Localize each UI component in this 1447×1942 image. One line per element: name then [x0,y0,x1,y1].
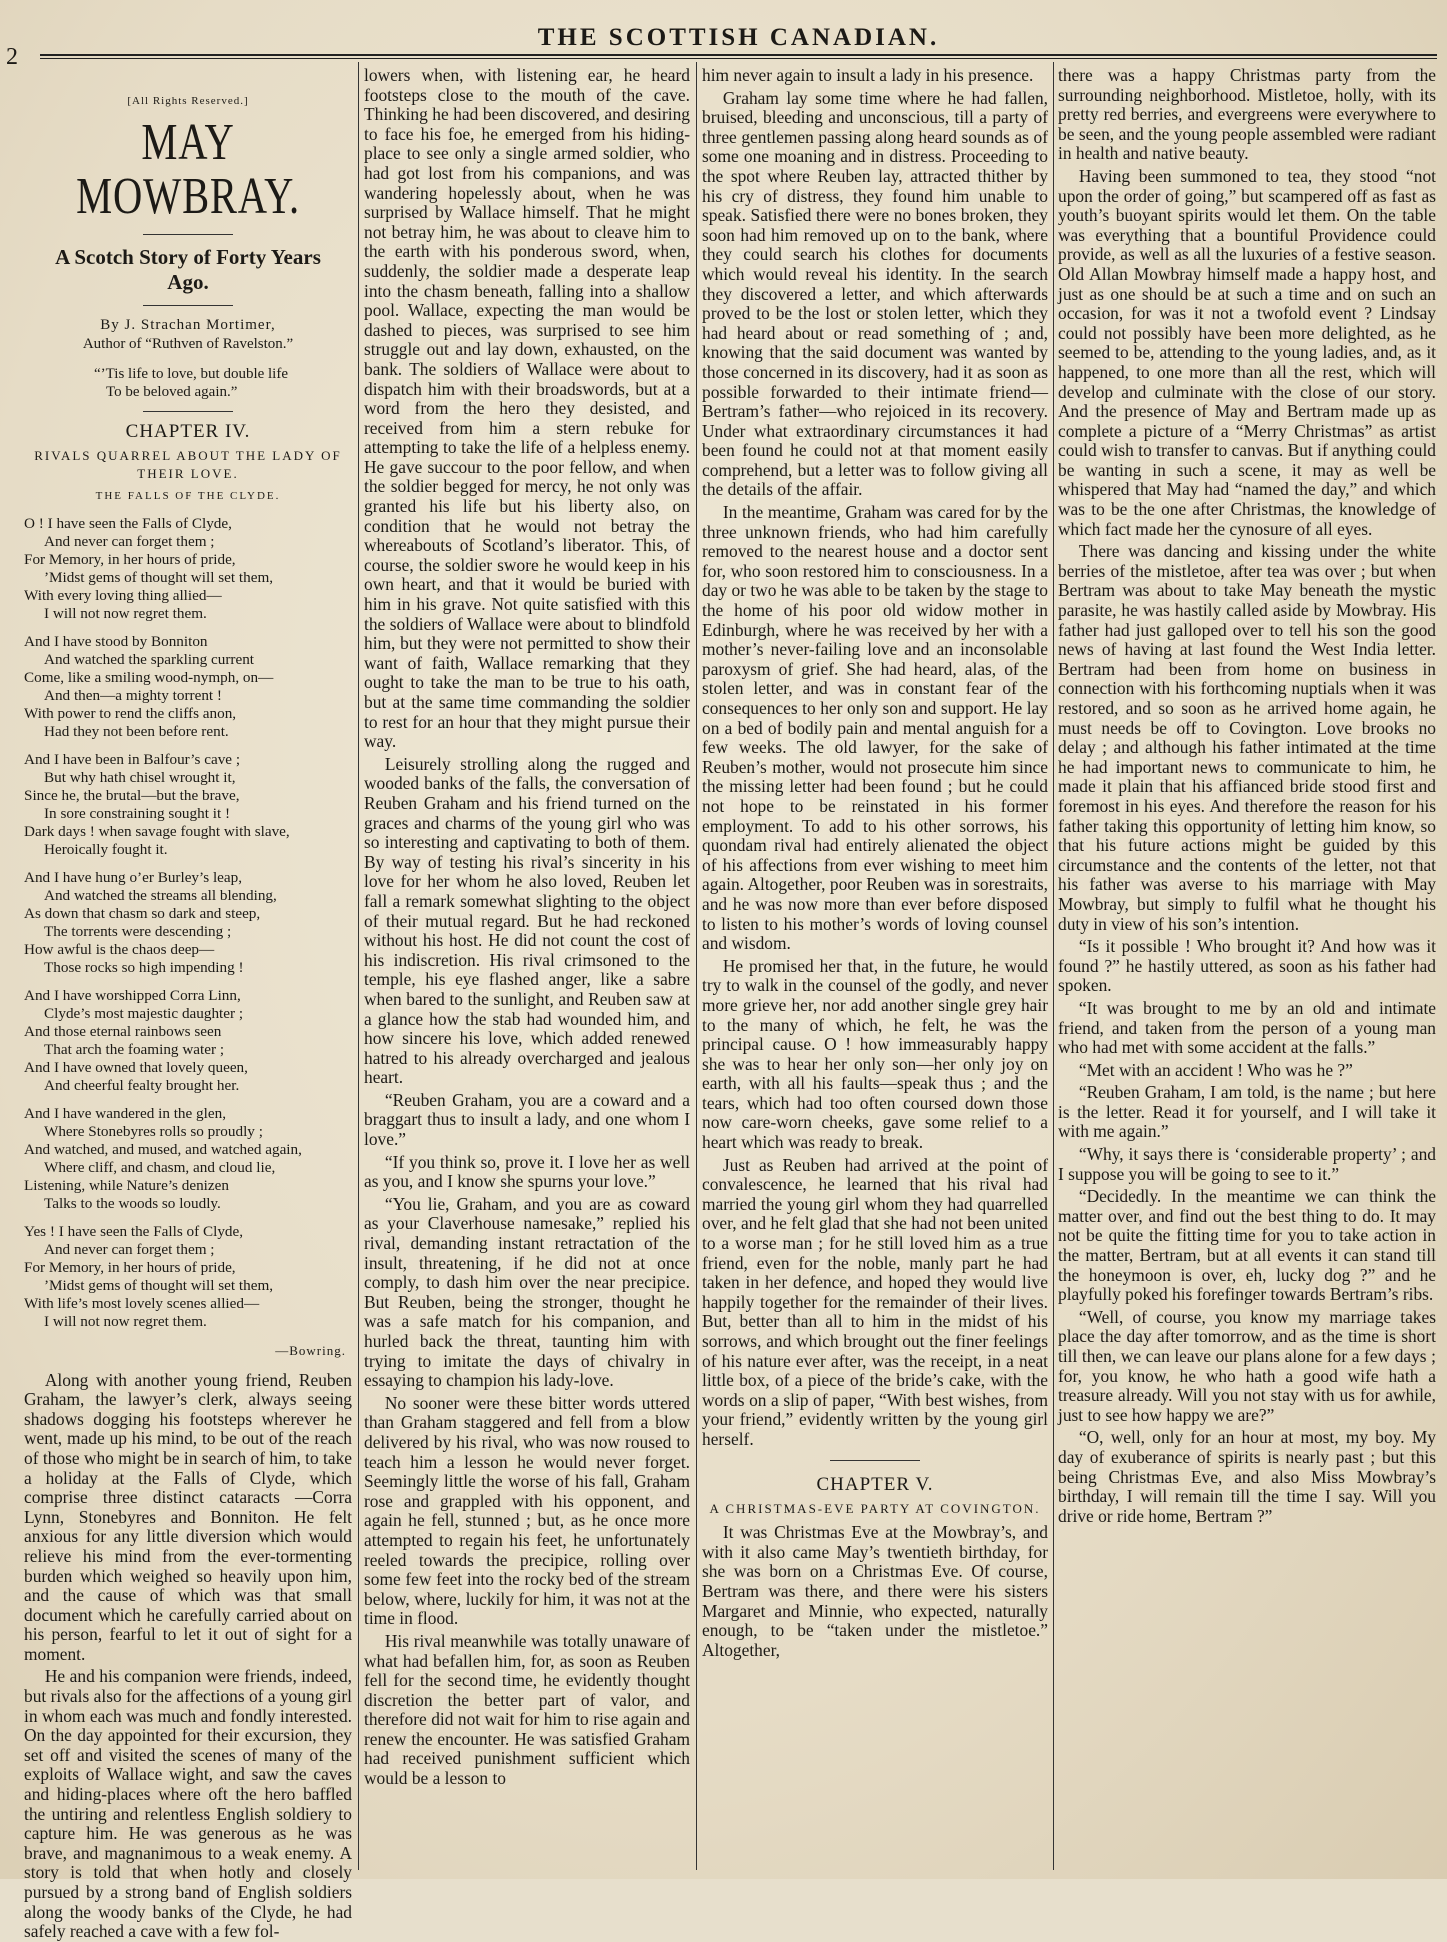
paragraph: It was Christmas Eve at the Mowbray’s, and with it also came May’s twentieth birthday, for she was born on a Christmas Eve. Of course, Bertram was there, and there were his sisters Margaret and Minnie, who expected, naturally enough, to be “taken under the mistletoe.” Altogether, [702,1522,1048,1660]
poem-line: For Memory, in her hours of pride, [24,1258,236,1276]
paragraph: Graham lay some time where he had fallen, bruised, bleeding and unconscious, till a party of three gentlemen passing along heard sounds as of some one moaning and in distress. Proceeding to the spot where Reuben lay, attracted thither by his cry of distress, they found him unable to speak. Satisfied there were no bones broken, they soon had him removed up on to the bank, where they could search his clothes for documents which would reveal his identity. In the search they discovered a letter, and which afterwards proved to be the lost or stolen letter, which they had heard about or read something of ; and, knowing that the said document was wanted by those concerned in its discovery, had it as soon as possible forwarded to their intimate friend—Bertram’s father—who rejoiced in its recovery. Under what extraordinary circumstances it had been found he could not at that moment easily comprehend, but a letter was to follow giving all the details of the affair. [702,87,1048,500]
poem-line: Clyde’s most majestic daughter ; [44,1004,244,1022]
paragraph: Along with another young friend, Reuben Graham, the lawyer’s clerk, always seeing shadows dogging his footsteps wherever he went, made up his mind, to be out of the reach of those who might be in search of him, to take a holiday at the Falls of Clyde, which comprise three distinct cataracts —Corra Lynn, Stonebyres and Bonniton. He felt anxious for any little diversion which would relieve his mind from the ever-tormenting burden which weighed so heavily upon him, and the cause of which was that small document which he carefully carried about on his person, fearful to let it out of sight for a moment. [24,1369,352,1664]
byline-author-note: Author of “Ruthven of Ravelston.” [82,336,294,353]
chapter-subheading: RIVALS QUARREL ABOUT THE LADY OF THEIR LOVE. [34,448,342,482]
paragraph: “Reuben Graham, I am told, is the name ; but here is the letter. Read it for yourself, and I will take it with me again.” [1058,1082,1436,1142]
poem-line: ’Midst gems of thought will set them, [44,1276,274,1294]
poem-stanza [24,633,352,741]
poem-line: As down that chasm so dark and steep, [24,904,261,922]
story-title: MAY MOWBRAY. [76,113,300,225]
paragraph: Just as Reuben had arrived at the point of convalescence, he learned that his rival had married the young girl whom they had quarrelled over, and he felt glad that she had not been united to a worse man ; for he still loved him as a true friend, even for the noble, manly part he had taken in her defence, and hoped they would live happily together for the remainder of their lives. But, better than all to him in the midst of his sorrows, and which brought out the finer feelings of his nature ever after, was the receipt, in a neat little box, of a piece of the bride’s cake, with the words on a slip of paper, “With best wishes, from your friend,” evidently written by the young girl herself. [702,1154,1048,1449]
poem-line: Talks to the woods so loudly. [44,1194,221,1212]
paragraph: “It was brought to me by an old and intimate friend, and taken from the person of a young man who had met with some accident at the falls.” [1058,997,1436,1058]
paragraph: There was dancing and kissing under the white berries of the mistletoe, after tea was over ; but when Bertram was about to take May beneath the mystic parasite, he was hastily called aside by Mowbray. His father had just galloped over to tell his son the good news of having at last found the West India letter. Bertram had been from home on business in connection with his forthcoming nuptials when it was restored, and so soon as he arrived home again, he must needs be off to Covington. Love brooks no delay ; and although his father intimated at the time he had important news to communicate to him, he made it plain that his affianced bride stood first and foremost in his eyes. And therefore the reason for his father taking this opportunity of letting him know, so that his future actions might be guided by this circumstance and the contents of the letter, not that his father was averse to his marriage with May Mowbray, but simply to fulfil what he thought his duty in view of his son’s intention. [1058,541,1436,934]
poem-line: With life’s most lovely scenes allied— [24,1294,260,1312]
poem-line: And watched the sparkling current [44,650,255,668]
poem-line: And I have hung o’er Burley’s leap, [24,868,243,886]
column-2 [364,66,690,1866]
poem-line: O ! I have seen the Falls of Clyde, [24,514,232,532]
paragraph: “Reuben Graham, you are a coward and a braggart thus to insult a lady, and one whom I love.” [364,1089,690,1150]
poem-line: Where cliff, and chasm, and cloud lie, [44,1158,276,1176]
paragraph: In the meantime, Graham was cared for by the three unknown friends, who had him carefully removed to the nearest house and a doctor sent for, who soon restored him to consciousness. In a day or two he was able to be taken by the stage to the home of his poor old widow mother in Edinburgh, where he was received by her with a mother’s never-failing love and an inconsolable paroxysm of grief. She had heard, alas, of the stolen letter, and was in constant fear of the consequences to her only son and support. He lay on a bed of bodily pain and mental anguish for a few weeks. The old lawyer, for the sake of Reuben’s mother, would not prosecute him since the missing letter had been found ; but he could not hope to be reinstated in his former employment. To add to his other sorrows, his quondam rival had entirely alienated the object of his affections from ever wishing to meet him again. Altogether, poor Reuben was in sorestraits, and he was now more than ever before disposed to listen to his mother’s words of loving counsel and wisdom. [702,502,1048,954]
paragraph: His rival meanwhile was totally unaware of what had befallen him, for, as soon as Reuben fell for the second time, he evidently thought discretion the better part of valor, and therefore did not wait for him to rise again and renew the encounter. He was satisfied Graham had received punishment sufficient which would be a lesson to [364,1630,690,1789]
column-4 [1058,66,1436,1866]
paragraph: He and his companion were friends, indeed, but rivals also for the affections of a young girl in whom each was much and fondly interested. On the day appointed for their excursion, they set off and visited the scenes of many of the exploits of Wallace wight, and saw the caves and hiding-places where oft the hero baffled the untiring and relentless English soldiery to capture him. He was generous as he was brave, and magnanimous to a weak enemy. A story is told that when hotly and closely pursued by a strong band of English soldiers along the woody banks of the Clyde, he had safely reached a cave with a few fol- [24,1666,352,1942]
chapter-heading: CHAPTER IV. [125,420,251,442]
story-subtitle: A Scotch Story of Forty Years Ago. [55,244,321,294]
paragraph: “Well, of course, you know my marriage takes place the day after tomorrow, and as the time is short till then, we can leave our plans alone for a few days ; for, you know, he who hath a good wife hath a treasure already. Will you not stay with us for awhile, just to see how happy we are?” [1058,1306,1436,1425]
poem-stanza [24,1223,352,1331]
poem-line: Dark days ! when savage fought with slave, [24,822,290,840]
paragraph: lowers when, with listening ear, he heard footsteps close to the mouth of the cave. Thinking he had been discovered, and desiring to face his foe, he emerged from his hiding-place to see only a single armed soldier, who had got lost from his companions, and was wandering hopelessly about, when he was surprised by Wallace himself. That he might not betray him, he was about to cleave him to the earth with his ponderous sword, when, suddenly, the soldier made a desperate leap into the chasm beneath, falling into a shallow pool. Wallace, expecting the man would be dashed to pieces, was surprised to see him struggle out and lay down, exhausted, on the bank. The soldiers of Wallace were about to dispatch him with their broadswords, but at a word from the hero they desisted, and received from him a stern rebuke for attempting to take the life of a helpless enemy. He gave succour to the poor fellow, and when the soldier begged for mercy, he not only was granted his life but his liberty also, on condition that he would not betray the whereabouts of Scotland’s liberator. This, of course, the soldier swore he would keep in his own heart, and that it would be buried with him in his grave. Not quite satisfied with this the soldiers of Wallace were about to blindfold him, but they were not permitted to show their want of faith, Wallace remarking that they ought to take the man to be true to his oath, but at the same time commanding the soldier to rest for an hour that they might pursue their way. [364,65,690,752]
paragraph: “Is it possible ! Who brought it? And how was it found ?” he hastily uttered, as soon as his father had spoken. [1058,936,1436,996]
separator [143,411,233,412]
poem-line: The torrents were descending ; [44,922,232,940]
column-divider [696,62,697,1870]
poem-stanza [24,869,352,977]
poem-stanza [24,751,352,859]
column-divider [1053,62,1054,1870]
poem [24,515,352,1331]
masthead-rule [40,58,1437,59]
column-1 [24,66,352,1942]
chapter-subheading-2: THE FALLS OF THE CLYDE. [95,490,281,503]
paragraph: Leisurely strolling along the rugged and wooded banks of the falls, the conversation of Reuben Graham and his friend turned on the graces and charms of the young girl who was so interesting and captivating to both of them. By way of testing his rival’s sincerity in his love for her whom he also loved, Reuben let fall a remark somewhat slighting to the object of their mutual regard. But he had reckoned without his host. He did not count the cost of his indiscretion. His rival crimsoned to the temple, his eye flashed anger, like a sabre when bared to the sunlight, and Reuben saw at a glance how the stab had wounded him, and how sincere his love, which added renewed hatred to his already overcharged and jealous heart. [364,753,690,1088]
paragraph: “Why, it says there is ‘considerable property’ ; and I suppose you will be going to see to it.” [1058,1144,1436,1184]
poem-stanza [24,515,352,623]
paragraph: “You lie, Graham, and you are as coward as your Claverhouse namesake,” replied his rival, demanding instant retractation of the insult, threatening, if he did not at once comply, to dash him over the near precipice. But Reuben, being the stronger, thought he was a safe match for his companion, and hurled back the threat, taunting him with trying to imitate the days of chivalry in essaying to champion his lady-love. [364,1193,690,1391]
paragraph: “Decidedly. In the meantime we can think the matter over, and find out the best thing to do. It may not be quite the fitting time for you to take action in the matter, Bertram, but at all events it can stand till the honeymoon is over, eh, lucky dog ?” and he playfully poked his forefinger towards Bertram’s ribs. [1058,1186,1436,1305]
poem-line: Since he, the brutal—but the brave, [24,786,240,804]
poem-line: And never can forget them ; [44,532,215,550]
poem-line: And then—a mighty torrent ! [44,686,222,704]
poem-line: With power to rend the cliffs anon, [24,704,237,722]
poem-line: But why hath chisel wrought it, [44,768,236,786]
paragraph: him never again to insult a lady in his presence. [702,65,1034,85]
story-title-wrap [60,113,316,225]
poem-line: I will not now regret them. [44,1312,207,1330]
poem-line: Listening, while Nature’s denizen [24,1176,229,1194]
poem-line: Had they not been before rent. [44,722,229,740]
poem-line: I will not now regret them. [44,604,207,622]
poem-line: And cheerful fealty brought her. [44,1076,240,1094]
poem-line: Heroically fought it. [44,840,168,858]
paragraph: Having been summoned to tea, they stood “not upon the order of going,” but scampered off as fast as youth’s buoyant spirits would let them. On the table was everything that a bountiful Providence could provide, as well as all the luxuries of a festive season. Old Allan Mowbray himself made a happy host, and just as one should be at such a time and on such an occasion, for was it not a twofold event ? Lindsay could not possibly have been more delighted, as he seemed to be, attending to the young ladies, and, as it happened, to one more than all the rest, which will develop and culminate with the close of our story. And the presence of May and Bertram made up as complete a picture of a “Merry Christmas” as artist could wish to transfer to canvas. But if anything could be wanting in such a scene, it may as well be whispered that May had “named the day,” and which was to be the one after Christmas, the knowledge of which fact made her the cynosure of all eyes. [1058,165,1436,539]
motto-line: To be beloved again.” [106,383,238,400]
poem-stanza [24,1105,352,1213]
chapter-subheading: A CHRISTMAS-EVE PARTY AT COVINGTON. [709,1501,1041,1517]
poem-line: Where Stonebyres rolls so proudly ; [44,1122,263,1140]
paragraph: No sooner were these bitter words uttered than Graham staggered and fell from a blow delivered by his rival, who was now roused to teach him a lesson he would never forget. Seemingly little the worse of his fall, Graham rose and grappled with his opponent, and again he fell, stunned ; but, as he once more attempted to regain his feet, he unfortunately reeled towards the precipice, rolling over some few feet into the rocky bed of the stream below, where, luckily for him, it was not at the time in flood. [364,1392,690,1629]
motto [94,365,352,401]
page-number: 2 [6,44,18,70]
separator [830,1460,920,1461]
poem-line: And I have wandered in the glen, [24,1104,227,1122]
masthead-title: THE SCOTTISH CANADIAN. [537,24,940,51]
byline: By J. Strachan Mortimer, [100,316,276,333]
column-3 [702,66,1048,1866]
rights-notice: [All Rights Reserved.] [127,95,249,107]
masthead [40,14,1437,56]
chapter-heading: CHAPTER V. [816,1473,934,1495]
poem-attribution: —Bowring. [275,1342,346,1358]
poem-line: And watched, and mused, and watched again, [24,1140,302,1158]
poem-line: That arch the foaming water ; [44,1040,225,1058]
poem-line: And never can forget them ; [44,1240,215,1258]
poem-stanza [24,987,352,1095]
motto-line: “’Tis life to love, but double life [94,365,289,382]
paragraph: “Met with an accident ! Who was he ?” [1078,1059,1353,1080]
paragraph: there was a happy Christmas party from the surrounding neighborhood. Mistletoe, holly, with its pretty red berries, and evergreens were everywhere to be seen, and the young people assembled were radiant in health and native beauty. [1058,65,1436,164]
paragraph: “O, well, only for an hour at most, my boy. My day of exuberance of spirits is nearly past ; but this being Christmas Eve, and also Miss Mowbray’s birthday, I will remain till the time I say. Will you drive or ride home, Bertram ?” [1058,1427,1436,1526]
poem-line: Those rocks so high impending ! [44,958,244,976]
poem-line: In sore constraining sought it ! [44,804,231,822]
separator [143,234,233,235]
poem-line: Come, like a smiling wood-nymph, on— [24,668,274,686]
poem-line: And I have stood by Bonniton [24,632,208,650]
paragraph: He promised her that, in the future, he would try to walk in the counsel of the godly, and never more grieve her, nor add another single grey hair to the many of which, he felt, he was the principal cause. O ! how immeasurably happy she was to hear her only son—her only joy on earth, with all his faults—speak thus ; and the tears, which had too often coursed down those now care-worn cheeks, gave some relief to a heart which was ready to break. [702,955,1048,1153]
paragraph: “If you think so, prove it. I love her as well as you, and I know she spurns your love.” [364,1151,690,1192]
poem-line: And watched the streams all blending, [44,886,277,904]
poem-line: And I have worshipped Corra Linn, [24,986,241,1004]
poem-line: And I have owned that lovely queen, [24,1058,248,1076]
poem-line: For Memory, in her hours of pride, [24,550,236,568]
poem-line: With every loving thing allied— [24,586,222,604]
poem-line: Yes ! I have seen the Falls of Clyde, [24,1222,244,1240]
poem-line: How awful is the chaos deep— [24,940,215,958]
column-divider [358,62,359,1870]
poem-line: ’Midst gems of thought will set them, [44,568,274,586]
poem-line: And those eternal rainbows seen [24,1022,222,1040]
poem-line: And I have been in Balfour’s cave ; [24,750,241,768]
separator [143,305,233,306]
